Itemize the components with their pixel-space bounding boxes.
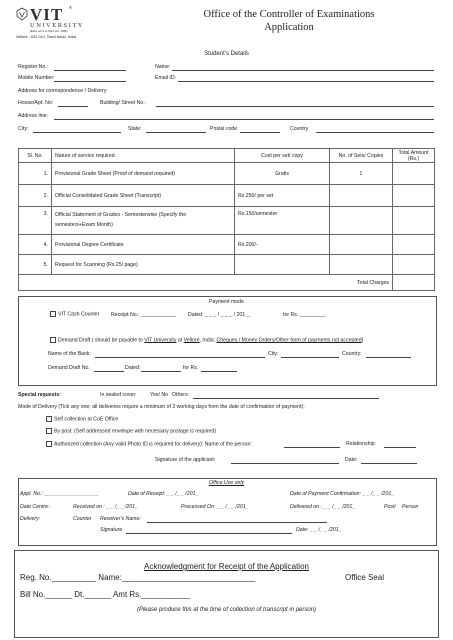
- receipt-dated-field[interactable]: Dated: _ _ _ / _ _ _ / 201 _: [188, 312, 250, 318]
- logo-tagline: (Estd. u/s 3 of UGC Act, 1956): [30, 29, 68, 33]
- services-table: [18, 148, 435, 291]
- col-header-copies: No. of Sets/ Copies: [330, 149, 393, 163]
- by-post-option[interactable]: [46, 428, 216, 435]
- authorized-person-field[interactable]: [284, 447, 340, 448]
- others-field[interactable]: [193, 398, 379, 399]
- demand-draft-option[interactable]: [50, 337, 363, 344]
- row-cost: Rs.250/ per set: [235, 185, 330, 207]
- authorized-collection-label: Authorized collection (Any valid Photo ID is required for delivery): Name of the person:: [54, 441, 252, 448]
- office-delivery: Delivery:: [20, 516, 41, 522]
- country-label: Country: [290, 126, 309, 132]
- col-header-sl: Sl. No.: [19, 149, 52, 163]
- office-title: Office of the Controller of Examinations: [203, 9, 375, 20]
- address-line-label: Address line:: [18, 113, 48, 119]
- office-signature-field[interactable]: [126, 533, 292, 534]
- sealed-cover-label: In sealed cover:: [100, 392, 137, 398]
- receipt-no-field[interactable]: Receipt No.: ____________: [111, 312, 176, 318]
- self-collection-option[interactable]: [46, 416, 118, 423]
- row-no: 1.: [19, 163, 52, 185]
- sealed-yes-no[interactable]: Yes/ No: [150, 392, 168, 398]
- ack-reg-name[interactable]: Reg. No.__________ Name:______________________________: [20, 573, 256, 582]
- delivery-mode-instructions: Mode of Delivery (Tick any one; all deliveries require a minimum of 2 working days from the date of confirmation of payment):: [18, 404, 305, 410]
- dd-close: ): [361, 337, 364, 344]
- special-requests-label: Special requests:: [18, 392, 61, 398]
- mobile-field[interactable]: [54, 81, 126, 82]
- row-total[interactable]: [393, 185, 435, 207]
- row-service: Official Consolidated Grade Sheet (Transcript): [52, 185, 235, 207]
- dd-amount-label: for Rs.: [183, 365, 199, 371]
- applicant-signature-field[interactable]: [231, 463, 339, 464]
- dd-vit: VIT University: [144, 337, 177, 344]
- total-charges-label: Total Charges: [19, 275, 393, 291]
- logo-university: UNIVERSITY: [30, 22, 84, 29]
- row-no: 5.: [19, 255, 52, 275]
- cash-counter-option[interactable]: [50, 311, 99, 318]
- row-total[interactable]: [393, 207, 435, 235]
- building-label: Building/ Street No.:: [100, 100, 147, 106]
- row-service-line1: Official Statement of Grades - Semesterwise (Specify the: [55, 211, 187, 218]
- name-label: Name:: [155, 64, 171, 70]
- office-date: Date: _ _ /_ _ /201_: [296, 527, 342, 533]
- dd-no-label: Demand Draft No.: [48, 365, 90, 371]
- table-row: [19, 255, 435, 275]
- authorized-collection-checkbox[interactable]: [46, 441, 52, 447]
- application-title: Application: [264, 22, 314, 33]
- office-receiver-name: Receiver's Name:: [100, 516, 141, 522]
- logo-vit: VIT: [30, 5, 64, 24]
- mobile-label: Mobile Number:: [18, 75, 55, 81]
- address-heading: Address for correspondence / Delivery:: [18, 88, 108, 94]
- row-service: Provisional Grade Sheet (Proof of demand required): [52, 163, 235, 185]
- row-copies[interactable]: [330, 235, 393, 255]
- office-received-on: Received on : _ _ /_ _ /201_: [73, 504, 138, 510]
- register-no-field[interactable]: [54, 70, 126, 71]
- col-header-total: Total Amount (Rs.): [393, 149, 435, 163]
- office-post: Post/: [384, 504, 396, 510]
- dd-text: Demand Draft ( should be payable to: [58, 337, 145, 344]
- dd-vellore: Vellore: [183, 337, 200, 344]
- applicant-date-field[interactable]: [361, 463, 417, 464]
- applicant-signature-label: Signature of the applicant:: [155, 457, 216, 463]
- total-charges-value[interactable]: [393, 275, 435, 291]
- row-service: Provisional Degree Certificate: [52, 235, 235, 255]
- dd-at: at: [176, 337, 184, 344]
- postal-field[interactable]: [240, 132, 280, 133]
- register-no-label: Register No.:: [18, 64, 49, 70]
- relationship-field[interactable]: [384, 447, 416, 448]
- row-copies[interactable]: 1: [330, 163, 393, 185]
- house-label: House/Apt. No:: [18, 100, 54, 106]
- row-no: 2.: [19, 185, 52, 207]
- self-collection-label: Self collection at CoE Office: [54, 416, 119, 423]
- row-cost: Gratis: [235, 163, 330, 185]
- relationship-label: Relationship:: [346, 441, 376, 447]
- row-copies[interactable]: [330, 207, 393, 235]
- table-row: [19, 163, 435, 185]
- total-row: [19, 275, 435, 291]
- house-field[interactable]: [58, 106, 88, 107]
- address-line-field[interactable]: [54, 119, 434, 120]
- row-service-line2: semesters+Exam Month): [55, 221, 113, 228]
- email-label: Email ID:: [155, 75, 177, 81]
- row-total[interactable]: [393, 255, 435, 275]
- table-row: [19, 207, 435, 235]
- row-total[interactable]: [393, 163, 435, 185]
- bank-country-label: Country:: [342, 351, 362, 357]
- row-service: Request for Scanning (Rs.25/ page): [52, 255, 235, 275]
- bank-name-label: Name of the Bank:: [48, 351, 91, 357]
- office-signature: Signature: [100, 527, 123, 533]
- bank-city-field[interactable]: [281, 357, 339, 358]
- row-cost: [235, 255, 330, 275]
- dd-dated-field[interactable]: [141, 371, 181, 372]
- ack-office-seal: Office Seal: [345, 573, 384, 582]
- office-processed-on: Processed On: _ _ /_ _ /201_: [181, 504, 249, 510]
- payment-mode-heading: Payment mode: [209, 299, 244, 305]
- city-field[interactable]: [33, 132, 121, 133]
- ack-note: (Please produce this at the time of collection of transcript in person): [136, 607, 317, 613]
- bank-name-field[interactable]: [95, 357, 265, 358]
- office-use-heading: Office Use only: [208, 480, 245, 486]
- receipt-amount-field[interactable]: for Rs. _________: [283, 312, 326, 318]
- row-cost: Rs.150/semester: [235, 207, 330, 235]
- row-copies[interactable]: [330, 185, 393, 207]
- logo-location: Vellore - 632 014, Tamil Nadu, India: [16, 35, 77, 39]
- office-receiver-field[interactable]: [147, 522, 327, 523]
- self-collection-checkbox[interactable]: [46, 416, 52, 422]
- ack-bill[interactable]: Bill No.______ Dt.______ Amt Rs.___________: [20, 590, 191, 599]
- city-label: City:: [18, 126, 29, 132]
- name-field[interactable]: [172, 70, 434, 71]
- applicant-date-label: Date:: [345, 457, 358, 463]
- authorized-collection-option[interactable]: [46, 441, 252, 448]
- office-person: Person: [402, 504, 419, 510]
- dd-india: , India;: [199, 337, 217, 344]
- row-no: 3.: [19, 207, 52, 235]
- cash-counter-checkbox[interactable]: [50, 311, 56, 317]
- student-details-heading: Student's Details: [204, 51, 249, 57]
- office-use-section: [18, 478, 437, 546]
- bank-country-field[interactable]: [366, 357, 411, 358]
- table-row: [19, 185, 435, 207]
- others-label: Others:: [172, 392, 190, 398]
- row-no: 4.: [19, 235, 52, 255]
- office-appl-no: Appl. No.: ___________________: [20, 491, 100, 497]
- col-header-service: Nature of service required: [52, 149, 235, 163]
- dd-cheque-note: Cheques / Money Orders/Other form of payments not accepted: [216, 337, 362, 344]
- ack-title: Acknowledgment for Receipt of the Application: [144, 562, 309, 571]
- by-post-label: By post: (Self addressed envelope with necessary postage is required): [54, 428, 217, 435]
- office-date-centre: Date Centre:: [20, 504, 50, 510]
- building-field[interactable]: [156, 106, 434, 107]
- row-copies[interactable]: [330, 255, 393, 275]
- row-total[interactable]: [393, 235, 435, 255]
- postal-label: Postal code:: [210, 126, 239, 132]
- bank-city-label: City:: [268, 351, 279, 357]
- row-cost: Rs.200/-: [235, 235, 330, 255]
- dd-amount-field[interactable]: [201, 371, 237, 372]
- cash-counter-label: VIT Cash Counter: [58, 311, 100, 318]
- email-field[interactable]: [178, 81, 434, 82]
- row-service: [52, 207, 235, 235]
- office-counter: Counter: [73, 516, 92, 522]
- office-receipt-date: Date of Receipt: _ _ /_ _ /201_: [128, 491, 199, 497]
- dd-dated-label: Dated:: [125, 365, 141, 371]
- table-row: [19, 235, 435, 255]
- state-field[interactable]: [146, 132, 206, 133]
- registered-mark: ®: [69, 5, 72, 10]
- by-post-checkbox[interactable]: [46, 428, 52, 434]
- col-header-cost: Cost per set/ copy: [235, 149, 330, 163]
- dd-no-field[interactable]: [94, 371, 124, 372]
- country-field[interactable]: [316, 132, 434, 133]
- demand-draft-checkbox[interactable]: [50, 337, 56, 343]
- office-delivered-on: Delivered on : _ _ /_ _ /201_: [290, 504, 356, 510]
- office-payment-date: Date of Payment Confirmation: _ _ /_ _ /201_: [290, 491, 395, 497]
- state-label: State:: [128, 126, 142, 132]
